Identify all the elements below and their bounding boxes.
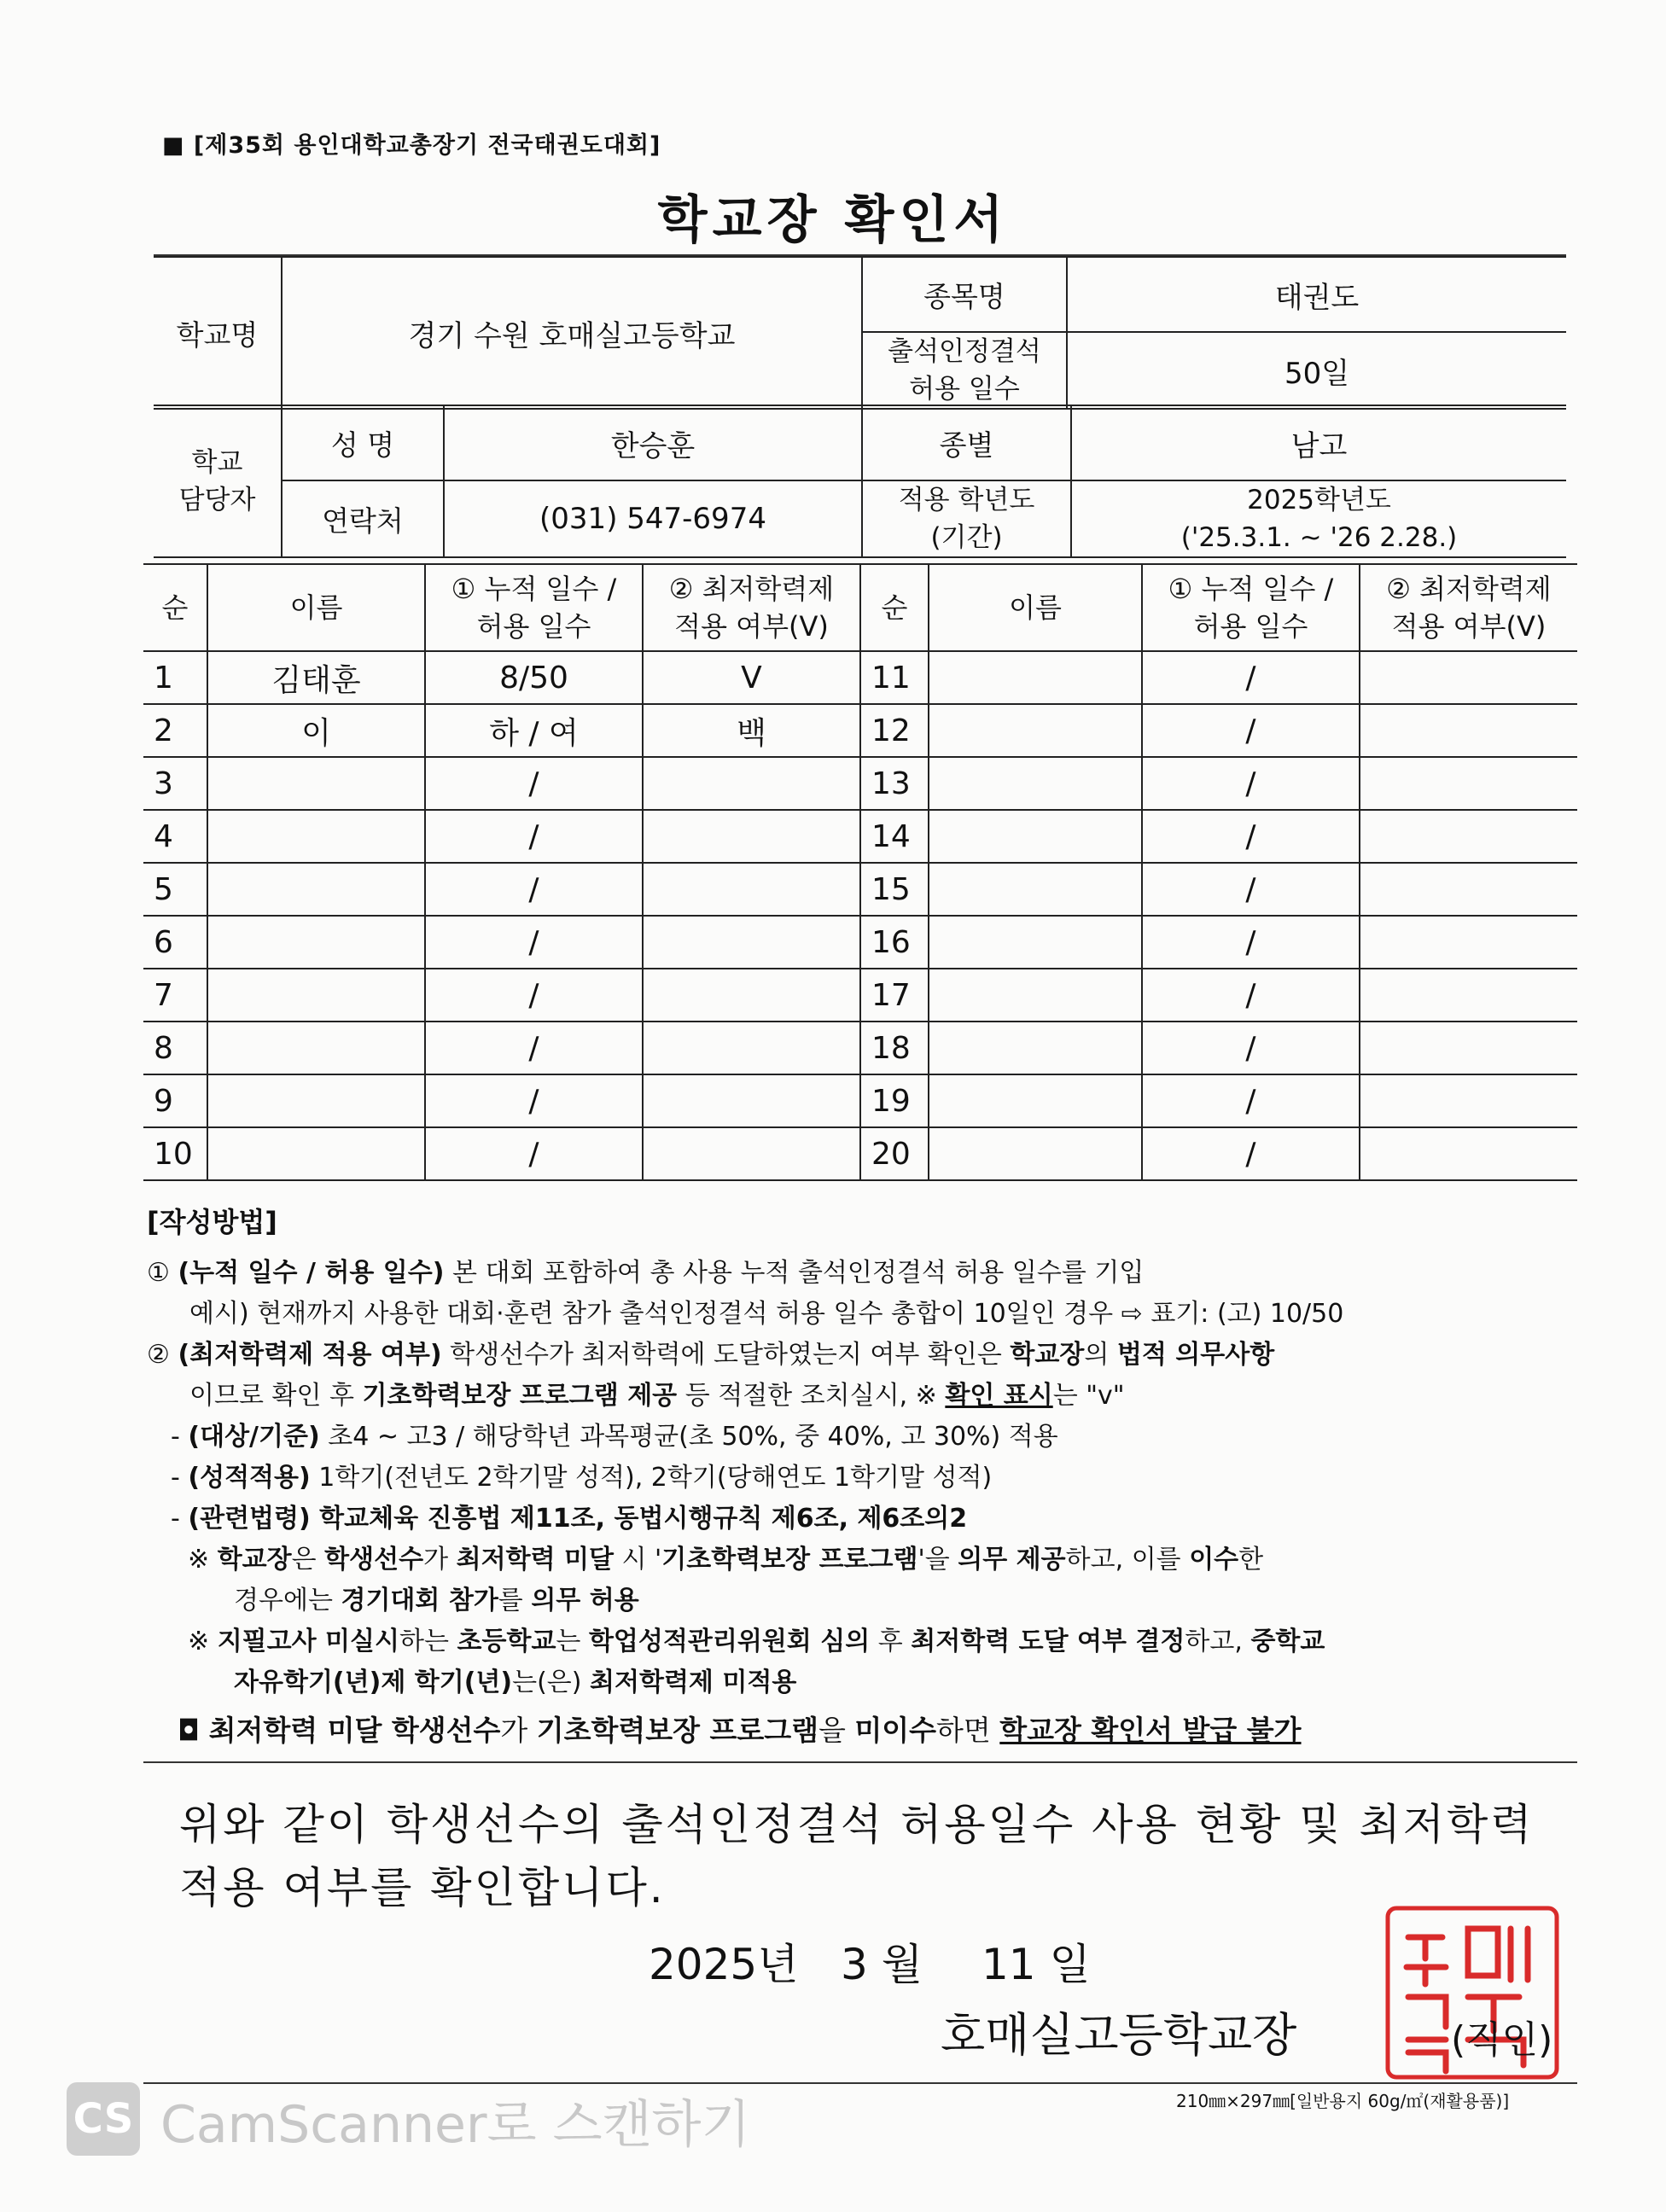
- table-row: [143, 704, 1577, 757]
- row-min: [643, 916, 860, 969]
- row-no: 3: [143, 757, 207, 810]
- row-name: [207, 1074, 425, 1127]
- year-label: 적용 학년도 (기간): [862, 480, 1071, 557]
- page-title: 학교장 확인서: [657, 190, 1009, 250]
- row-name: [207, 1127, 425, 1180]
- col-min-header: ② 최저학력제 적용 여부(V): [643, 564, 860, 651]
- instruction-line-5: - (대상/기준) 초4 ~ 고3 / 해당학년 과목평균(초 50%, 중 40%, 고 30%) 적용: [171, 1422, 1058, 1452]
- name-value: 한승훈: [444, 405, 862, 480]
- row-days: /: [425, 863, 643, 916]
- row-min-2: [1360, 969, 1577, 1022]
- col-no-header-2: 순: [860, 564, 929, 651]
- table-row: [143, 1074, 1577, 1127]
- row-name-2: [929, 704, 1142, 757]
- seal-label: (직인): [1451, 2018, 1553, 2062]
- row-name-2: [929, 757, 1142, 810]
- row-min: V: [643, 651, 860, 704]
- instruction-line-7: - (관련법령) 학교체육 진흥법 제11조, 동법시행규칙 제6조, 제6조의2: [171, 1504, 968, 1534]
- table-row: [143, 916, 1577, 969]
- row-name-2: [929, 916, 1142, 969]
- row-days: /: [425, 1022, 643, 1074]
- manager-info-table: [154, 405, 1566, 558]
- date-day: 11 일: [982, 1940, 1091, 1989]
- row-name-2: [929, 969, 1142, 1022]
- row-min-2: [1360, 1127, 1577, 1180]
- col-min-header-2: ② 최저학력제 적용 여부(V): [1360, 564, 1577, 651]
- row-days-2: /: [1142, 1127, 1360, 1180]
- row-no: 4: [143, 810, 207, 863]
- row-no-2: 14: [860, 810, 929, 863]
- row-no-2: 17: [860, 969, 929, 1022]
- school-info-table: [154, 256, 1566, 410]
- row-min: [643, 863, 860, 916]
- instructions-heading: [작성방법]: [147, 1206, 277, 1238]
- row-name-2: [929, 1022, 1142, 1074]
- instruction-line-10: ※ 지필고사 미실시하는 초등학교는 학업성적관리위원회 심의 후 최저학력 도달 여부 결정하고, 중학교: [188, 1627, 1325, 1656]
- row-min-2: [1360, 651, 1577, 704]
- row-name: [207, 863, 425, 916]
- row-days-2: /: [1142, 810, 1360, 863]
- row-days: /: [425, 1074, 643, 1127]
- row-days-2: /: [1142, 916, 1360, 969]
- row-no: 6: [143, 916, 207, 969]
- row-no-2: 15: [860, 863, 929, 916]
- instruction-line-9: 경우에는 경기대회 참가를 의무 허용: [234, 1586, 639, 1615]
- row-min-2: [1360, 1022, 1577, 1074]
- row-no: 10: [143, 1127, 207, 1180]
- date-year: 2025년: [649, 1940, 799, 1989]
- row-days-2: /: [1142, 969, 1360, 1022]
- row-no: 1: [143, 651, 207, 704]
- col-no-header: 순: [143, 564, 207, 651]
- instructions-bottom-rule: [143, 1761, 1577, 1763]
- contact-label: 연락처: [282, 480, 444, 557]
- row-no-2: 18: [860, 1022, 929, 1074]
- table-row: [143, 863, 1577, 916]
- row-name-2: [929, 1127, 1142, 1180]
- row-min: [643, 810, 860, 863]
- row-min: [643, 1127, 860, 1180]
- instruction-warning: ◘ 최저학력 미달 학생선수가 기초학력보장 프로그램을 미이수하면 학교장 확인서 발급 불가: [178, 1714, 1302, 1747]
- col-name-header-2: 이름: [929, 564, 1142, 651]
- row-name-2: [929, 863, 1142, 916]
- principal-signature: 호매실고등학교장: [941, 2008, 1297, 2062]
- row-min-2: [1360, 863, 1577, 916]
- row-days: /: [425, 1127, 643, 1180]
- row-name: [207, 810, 425, 863]
- attendance-value: 50일: [1067, 332, 1566, 409]
- row-no-2: 16: [860, 916, 929, 969]
- row-no-2: 12: [860, 704, 929, 757]
- row-no-2: 13: [860, 757, 929, 810]
- table-row: [143, 1127, 1577, 1180]
- instruction-line-8: ※ 학교장은 학생선수가 최저학력 미달 시 '기초학력보장 프로그램'을 의무 제공하고, 이를 이수한: [188, 1545, 1264, 1575]
- confirmation-line-1: 위와 같이 학생선수의 출석인정결석 허용일수 사용 현황 및 최저학력: [179, 1800, 1535, 1849]
- row-min: [643, 1022, 860, 1074]
- row-no-2: 11: [860, 651, 929, 704]
- instruction-line-1: ① (누적 일수 / 허용 일수) 본 대회 포함하여 총 사용 누적 출석인정결석 허용 일수를 기입: [147, 1258, 1145, 1288]
- table-row: [143, 757, 1577, 810]
- contact-value: (031) 547-6974: [444, 480, 862, 557]
- row-days-2: /: [1142, 757, 1360, 810]
- row-days-2: /: [1142, 863, 1360, 916]
- col-days-header: ① 누적 일수 / 허용 일수: [425, 564, 643, 651]
- row-name: [207, 916, 425, 969]
- row-days-2: /: [1142, 1074, 1360, 1127]
- row-name-2: [929, 651, 1142, 704]
- event-value: 태권도: [1067, 257, 1566, 332]
- school-label: 학교명: [154, 257, 282, 409]
- camscanner-logo-icon: CS: [67, 2082, 140, 2156]
- name-label: 성 명: [282, 405, 444, 480]
- roster-header-row: [143, 564, 1577, 651]
- event-label: 종목명: [862, 257, 1067, 332]
- row-no: 9: [143, 1074, 207, 1127]
- instruction-line-6: - (성적적용) 1학기(전년도 2학기말 성적), 2학기(당해연도 1학기말 성적): [171, 1463, 993, 1493]
- row-days: /: [425, 757, 643, 810]
- confirmation-line-2: 적용 여부를 확인합니다.: [179, 1863, 666, 1912]
- row-no-2: 20: [860, 1127, 929, 1180]
- row-no: 8: [143, 1022, 207, 1074]
- row-name-2: [929, 1074, 1142, 1127]
- instruction-line-2: 예시) 현재까지 사용한 대회·훈련 참가 출석인정결석 허용 일수 총합이 10일인 경우 ⇨ 표기: (고) 10/50: [189, 1299, 1344, 1329]
- table-row: [143, 969, 1577, 1022]
- row-days-2: /: [1142, 704, 1360, 757]
- attendance-label: 출석인정결석 허용 일수: [862, 332, 1067, 409]
- row-name: 김태훈: [207, 651, 425, 704]
- row-min: [643, 1074, 860, 1127]
- row-no: 2: [143, 704, 207, 757]
- row-name-2: [929, 810, 1142, 863]
- row-no: 5: [143, 863, 207, 916]
- row-min: [643, 757, 860, 810]
- row-days: /: [425, 810, 643, 863]
- table-row: [143, 810, 1577, 863]
- row-min-2: [1360, 704, 1577, 757]
- col-days-header-2: ① 누적 일수 / 허용 일수: [1142, 564, 1360, 651]
- instruction-line-3: ② (최저학력제 적용 여부) 학생선수가 최저학력에 도달하였는지 여부 확인은 학교장의 법적 의무사항: [147, 1340, 1275, 1370]
- row-min-2: [1360, 1074, 1577, 1127]
- instruction-line-4: 이므로 확인 후 기초학력보장 프로그램 제공 등 적절한 조치실시, ※ 확인 표시는 "v": [189, 1381, 1125, 1411]
- col-name-header: 이름: [207, 564, 425, 651]
- table-row: [143, 651, 1577, 704]
- instruction-line-11: 자유학기(년)제 학기(년)는(은) 최저학력제 미적용: [234, 1668, 797, 1697]
- document-header: ■ [제35회 용인대학교총장기 전국태권도대회]: [162, 132, 661, 159]
- row-name: 이: [207, 704, 425, 757]
- row-days: /: [425, 969, 643, 1022]
- row-name: [207, 757, 425, 810]
- row-days: /: [425, 916, 643, 969]
- paper-spec: 210㎜×297㎜[일반용지 60g/㎡(재활용품)]: [1176, 2091, 1510, 2111]
- row-min: [643, 969, 860, 1022]
- row-min-2: [1360, 810, 1577, 863]
- row-min-2: [1360, 916, 1577, 969]
- year-value: 2025학년도 ('25.3.1. ~ '26 2.28.): [1071, 480, 1566, 557]
- row-name: [207, 969, 425, 1022]
- manager-label: 학교 담당자: [154, 405, 282, 557]
- row-name: [207, 1022, 425, 1074]
- row-days: 하 / 여: [425, 704, 643, 757]
- school-value: 경기 수원 호매실고등학교: [282, 257, 862, 409]
- row-days-2: /: [1142, 651, 1360, 704]
- student-roster-table: [143, 563, 1577, 1181]
- row-no-2: 19: [860, 1074, 929, 1127]
- row-days: 8/50: [425, 651, 643, 704]
- date-month: 3 월: [841, 1940, 923, 1989]
- row-days-2: /: [1142, 1022, 1360, 1074]
- row-min-2: [1360, 757, 1577, 810]
- category-value: 남고: [1071, 405, 1566, 480]
- table-row: [143, 1022, 1577, 1074]
- row-no: 7: [143, 969, 207, 1022]
- camscanner-watermark: CamScanner로 스캔하기: [160, 2095, 751, 2155]
- row-min: 백: [643, 704, 860, 757]
- category-label: 종별: [862, 405, 1071, 480]
